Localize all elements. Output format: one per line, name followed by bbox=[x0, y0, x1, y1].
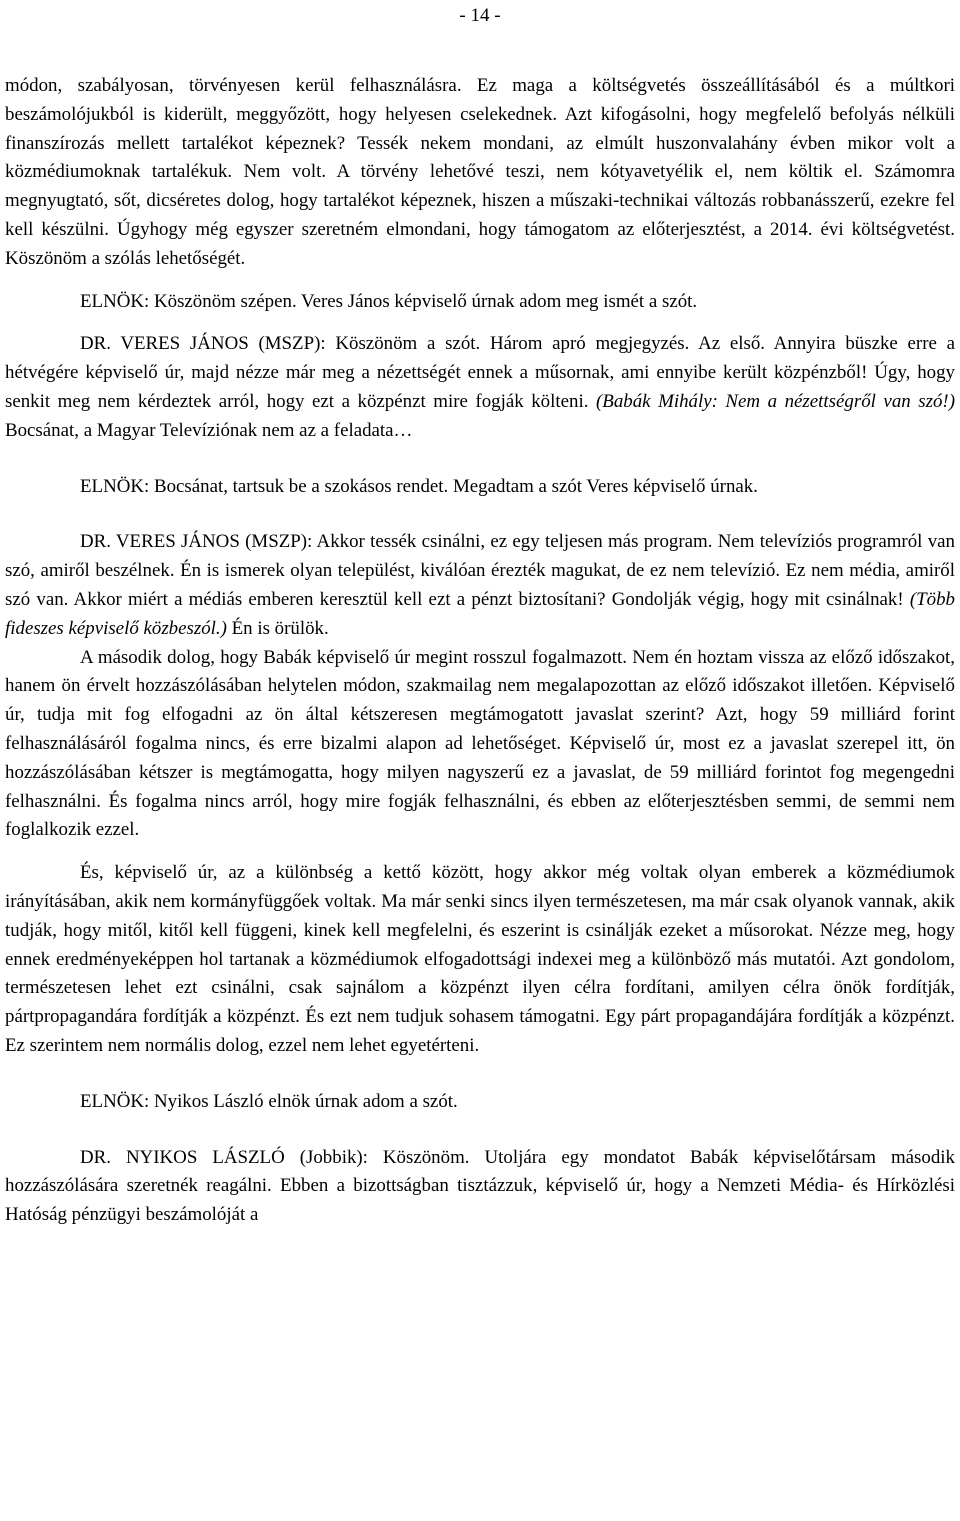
text-segment: módon, szabályosan, törvényesen kerül felhasználásra. Ez maga a költségvetés összeállításából és a múltkori beszámolójukból is kiderült, meggyőzött, hogy helyesen cselekednek. Azt kifogásolni, hogy megfelelő befolyás nélküli finanszírozás mellett tartalékot képeznek? Tessék nekem mondani, az elmúlt huszonvalahány évben mikor volt a közmédiumoknak tartalékuk. Nem volt. A törvény lehetővé teszi, nem kótyavetyélik el, nem költik el. Számomra megnyugtató, sőt, dicséretes dolog, hogy tartalékot képeznek, hiszen a műszaki-technikai változás robbanásszerű, ezekre fel kell készülni. Úgyhogy még egyszer szeretném elmondani, hogy támogatom az előterjesztést, a 2014. évi költségvetést. Köszönöm a szólás lehetőségét. bbox=[5, 75, 955, 269]
paragraph-3 bbox=[5, 330, 955, 445]
text-segment: Én is örülök. bbox=[226, 617, 329, 639]
paragraph-4 bbox=[5, 473, 955, 502]
interjection: (Babák Mihály: Nem a nézettségről van szó!) bbox=[595, 390, 955, 412]
text-segment: A második dolog, hogy Babák képviselő úr megint rosszul fogalmazott. Nem én hoztam vissza az előző időszakot, hanem ön érvelt hozzászólásában helytelen módon, szakmailag nem megalapozottan az előző időszakot illetően. Képviselő úr, tudja mit fog elfogadni az ön által kétszeresen megtámogatott javaslat szerint? Azt, hogy 59 milliárd forint felhasználásáról fogalma nincs, és erre bizalmi alapon ad lehetőséget. Képviselő úr, most ez a javaslat szerepel itt, ön hozzászólásában kétszer is megtámogatta, hogy milyen nagyszerű ez a javaslat, de 59 milliárd forintot fog megengedni felhasználni. És fogalma nincs arról, hogy mire fogják felhasználni, és ebben az előterjesztésben semmi, de semmi nem foglalkozik ezzel. bbox=[5, 646, 955, 841]
paragraph-2 bbox=[5, 288, 955, 317]
text-segment: ELNÖK: Köszönöm szépen. Veres János képviselő úrnak adom meg ismét a szót. bbox=[80, 290, 698, 312]
text-segment: ELNÖK: Nyikos László elnök úrnak adom a szót. bbox=[80, 1090, 458, 1112]
text-segment: DR. NYIKOS LÁSZLÓ (Jobbik): Köszönöm. Utoljára egy mondatot Babák képviselőtársam második hozzászólására szeretnék reagálni. Ebben a bizottságban tisztázzuk, képviselő úr, hogy a Nemzeti Média- és Hírközlési Hatóság pénzügyi beszámolóját a bbox=[5, 1146, 955, 1226]
text-segment: DR. VERES JÁNOS (MSZP): Köszönöm a szót. Három apró megjegyzés. Az első. Annyira büszke erre a hétvégére képviselő úr, majd nézze már meg a nézettségét ennek a műsornak, ami ennyibe került közpénzből! Úgy, hogy senkit meg nem kérdeztek arról, hogy ezt a közpénzt mire fogják költeni. bbox=[5, 333, 955, 412]
document-body bbox=[5, 72, 955, 1230]
paragraph-8 bbox=[5, 1088, 955, 1117]
text-segment: És, képviselő úr, az a különbség a kettő között, hogy akkor még voltak olyan emberek a közmédiumok irányításában, akik nem kormányfüggőek voltak. Ma már senki sincs ilyen természetesen, ma már csak olyanok vannak, akik tudják, hogy mitől, kitől kell függeni, kinek kell megfelelni, és eszerint is csinálják ezeket a műsorokat. Nézze meg, hogy ennek eredményeképpen hol tartanak a közmédiumok elfogadottsági indexei meg a különböző más mutatói. Azt gondolom, természetesen lehet ezt csinálni, csak sajnálom a közpénzt ilyen célra fordítani, amilyen célra önök fordítják, pártpropagandára fordítják a közpénzt. És ezt nem tudjuk sohasem támogatni. Egy párt propagandájára fordítják a közpénzt. Ez szerintem nem normális dolog, ezzel nem lehet egyetérteni. bbox=[5, 862, 955, 1056]
interjection: (Több fideszes képviselő közbeszól.) bbox=[5, 588, 955, 639]
paragraph-5 bbox=[5, 528, 955, 643]
page-number: - 14 - bbox=[459, 5, 501, 26]
text-segment: Bocsánat, a Magyar Televíziónak nem az a feladata… bbox=[5, 419, 413, 441]
paragraph-1 bbox=[5, 72, 955, 274]
paragraph-9 bbox=[5, 1144, 955, 1230]
paragraph-6 bbox=[5, 644, 955, 846]
text-segment: DR. VERES JÁNOS (MSZP): Akkor tessék csinálni, ez egy teljesen más program. Nem televíziós programról van szó, amiről beszélnek. Én is ismerek olyan települést, kiválóan érezték magukat, de ez nem televízió. Ez nem média, amiről szó van. Akkor miért a médiás emberen keresztül kell ezt a pénzt biztosítani? Gondolják végig, hogy mit csinálnak! bbox=[5, 531, 955, 610]
paragraph-7 bbox=[5, 859, 955, 1061]
text-segment: ELNÖK: Bocsánat, tartsuk be a szokásos rendet. Megadtam a szót Veres képviselő úrnak. bbox=[80, 475, 758, 497]
